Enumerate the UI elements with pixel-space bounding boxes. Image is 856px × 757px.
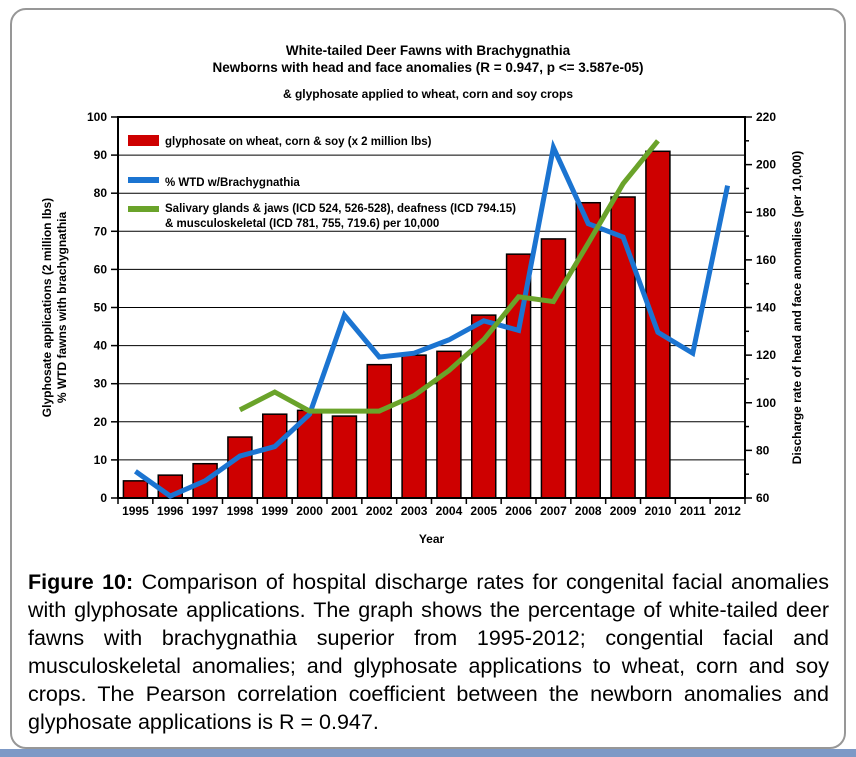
x-axis-tick-label: 2007 xyxy=(540,504,567,518)
x-axis-tick-label: 1996 xyxy=(156,504,184,518)
left-axis-title-line1: Glyphosate applications (2 million lbs) xyxy=(40,197,54,418)
x-axis-tick-label: 1995 xyxy=(122,504,149,518)
figure-caption xyxy=(28,568,829,736)
x-axis-tick-label: 2009 xyxy=(609,504,637,518)
legend-label-glyphosate: glyphosate on wheat, corn & soy (x 2 million lbs) xyxy=(165,136,432,148)
chart-title-line1: White-tailed Deer Fawns with Brachygnathia xyxy=(285,43,571,58)
bar-2007 xyxy=(541,239,565,498)
chart-subtitle: & glyphosate applied to wheat, corn and soy crops xyxy=(282,87,574,101)
left-axis-tick-label: 100 xyxy=(86,110,107,124)
left-axis-tick-label: 0 xyxy=(100,491,107,505)
bar-1998 xyxy=(228,437,252,498)
left-axis-tick-label: 20 xyxy=(93,414,107,429)
right-axis-tick-label: 60 xyxy=(756,491,770,505)
x-axis-title: Year xyxy=(418,532,445,546)
wtd-brachygnathia-line xyxy=(135,147,727,496)
left-axis-tick-label: 50 xyxy=(93,300,107,315)
left-axis-title-line2: % WTD fawns with brachygnathia xyxy=(55,211,69,404)
right-axis-tick-label: 160 xyxy=(756,252,777,267)
chart-title-line2: Newborns with head and face anomalies (R = 0.947, p <= 3.587e-05) xyxy=(212,60,644,75)
bar-2001 xyxy=(332,416,356,498)
x-axis-tick-label: 1999 xyxy=(261,504,289,518)
left-axis-tick-label: 10 xyxy=(93,452,107,467)
bar-2010 xyxy=(646,151,670,498)
chart-canvas xyxy=(0,88,856,563)
x-axis-tick-label: 2008 xyxy=(574,504,602,518)
right-axis-tick-label: 180 xyxy=(756,205,777,220)
left-axis-tick-label: 40 xyxy=(93,338,107,353)
left-axis-tick-label: 80 xyxy=(93,186,107,201)
legend-swatch-glyphosate xyxy=(128,135,159,146)
x-axis-tick-label: 2000 xyxy=(296,504,323,518)
left-axis-tick-label: 60 xyxy=(93,262,107,277)
x-axis-tick-label: 2002 xyxy=(365,504,393,518)
x-axis-tick-label: 2005 xyxy=(470,504,498,518)
bar-2003 xyxy=(402,355,426,498)
right-axis-tick-label: 80 xyxy=(756,443,770,458)
legend-swatch-anomalies xyxy=(128,206,159,212)
bar-1999 xyxy=(263,414,287,498)
figure-caption-text: Comparison of hospital discharge rates for congenital facial anomalies with glyphosate applications. The graph shows the percentage of white-tailed deer fawns with brachygnathia superior from 1995-2012; congential facial and musculoskeletal anomalies; and glyphosate applications to wheat, corn and soy crops. The Pearson correlation coefficient between the newborn anomalies and glyphosate applications is R = 0.947. xyxy=(28,570,829,734)
left-axis-tick-label: 90 xyxy=(93,148,107,163)
right-axis-tick-label: 140 xyxy=(756,300,777,315)
right-axis-tick-label: 100 xyxy=(756,395,777,410)
right-axis-title: Discharge rate of head and face anomalies (per 10,000) xyxy=(790,150,804,465)
legend-swatch-wtd xyxy=(128,177,159,183)
x-axis-tick-label: 2012 xyxy=(714,504,741,518)
right-axis-tick-label: 220 xyxy=(756,110,777,124)
legend-label-anomalies-line2: & musculoskeletal (ICD 781, 755, 719.6) per 10,000 xyxy=(165,218,440,230)
right-axis-tick-label: 200 xyxy=(756,157,777,172)
right-axis-tick-label: 120 xyxy=(756,348,777,363)
x-axis-tick-label: 2003 xyxy=(400,504,428,518)
x-axis-tick-label: 2010 xyxy=(644,504,672,518)
x-axis-tick-label: 2011 xyxy=(679,504,706,518)
x-axis-tick-label: 2006 xyxy=(505,504,532,518)
left-axis-tick-label: 70 xyxy=(93,224,107,239)
bar-1995 xyxy=(123,481,147,498)
legend-label-wtd: % WTD w/Brachygnathia xyxy=(165,177,300,189)
x-axis-tick-label: 1998 xyxy=(226,504,254,518)
bottom-accent-bar xyxy=(0,749,856,757)
figure-caption-label: Figure 10: xyxy=(28,570,134,594)
bar-2002 xyxy=(367,365,391,498)
x-axis-tick-label: 2004 xyxy=(435,504,463,518)
legend-label-anomalies-line1: Salivary glands & jaws (ICD 524, 526-528), deafness (ICD 794.15) xyxy=(165,203,516,215)
x-axis-tick-label: 1997 xyxy=(191,504,219,518)
x-axis-tick-label: 2001 xyxy=(331,504,358,518)
left-axis-tick-label: 30 xyxy=(93,376,107,391)
